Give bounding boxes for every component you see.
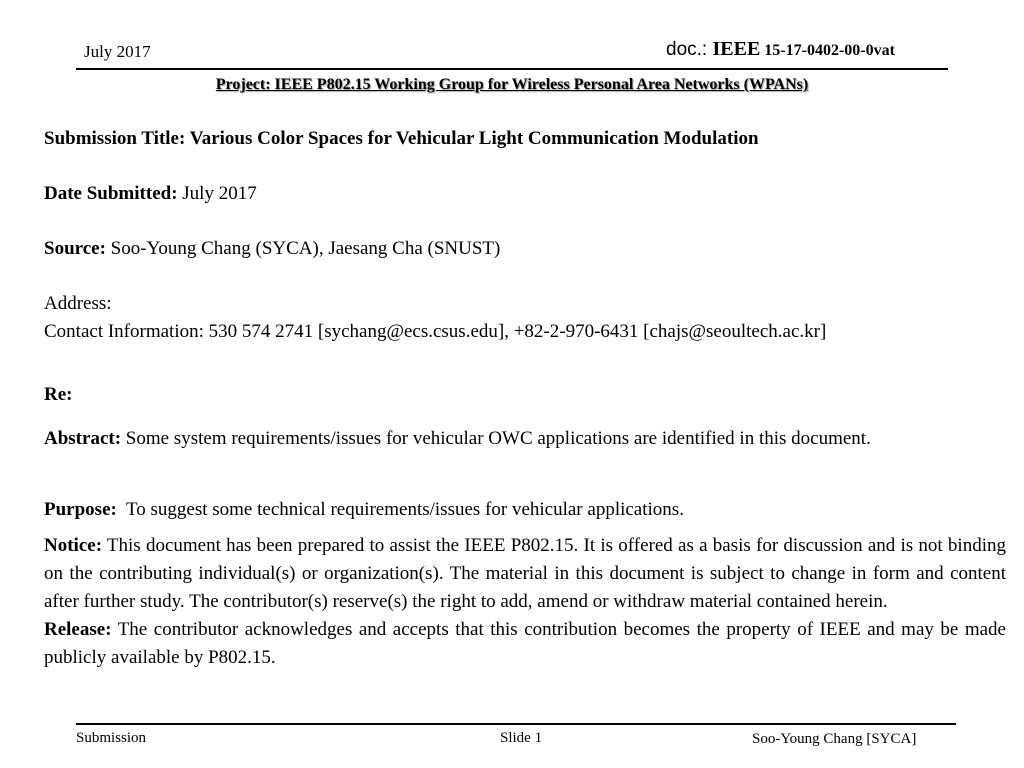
source-value: Soo-Young Chang (SYCA), Jaesang Cha (SNUST) [105,238,501,259]
release-text: The contributor acknowledges and accepts that this contribution becomes the property of IEEE and may be made publicly available by P802.15. [44,619,1006,668]
release-label: Release: [44,619,112,640]
date-submitted-label: Date Submitted: [44,183,178,204]
doc-org: IEEE [712,38,761,60]
date-submitted-value: July 2017 [177,183,257,204]
footer-slide-number: Slide 1 [500,730,543,746]
source-label: Source: [44,238,106,259]
purpose-label: Purpose: [44,499,117,520]
contact-information: Contact Information: 530 574 2741 [sychang@ecs.csus.edu], +82-2-970-6431 [chajs@seoultech.ac.kr] [44,321,827,342]
source [44,238,500,260]
doc-label: doc.: [666,39,713,60]
doc-number [666,38,895,61]
project-title: Project: IEEE P802.15 Working Group for Wireless Personal Area Networks (WPANs) [215,76,809,93]
notice [44,532,1006,616]
footer-submission: Submission [76,730,147,746]
header-date: July 2017 [84,42,151,61]
footer-rule [76,723,956,725]
footer-author: Soo-Young Chang [SYCA] [752,731,917,747]
abstract [44,425,1006,453]
re-label: Re: [44,384,73,405]
doc-id: 15-17-0402-00-0vat [760,42,895,59]
purpose-text: To suggest some technical requirements/issues for vehicular applications. [116,499,684,520]
release [44,616,1006,672]
abstract-label: Abstract: [44,428,122,449]
abstract-text: Some system requirements/issues for vehicular OWC applications are identified in this document. [121,428,871,449]
notice-text: This document has been prepared to assist the IEEE P802.15. It is offered as a basis for discussion and is not binding on the contributing individual(s) or organization(s). The material in this document is subject to change in form and content after further study. The contributor(s) reserve(s) the right to add, amend or withdraw material contained herein. [44,535,1006,612]
address: Address: [44,293,112,314]
submission-title: Submission Title: Various Color Spaces for Vehicular Light Communication Modulation [44,128,759,149]
purpose [44,496,1006,524]
notice-label: Notice: [44,535,103,556]
date-submitted [44,183,257,205]
notice-release [44,532,1006,672]
header-rule [76,68,948,70]
